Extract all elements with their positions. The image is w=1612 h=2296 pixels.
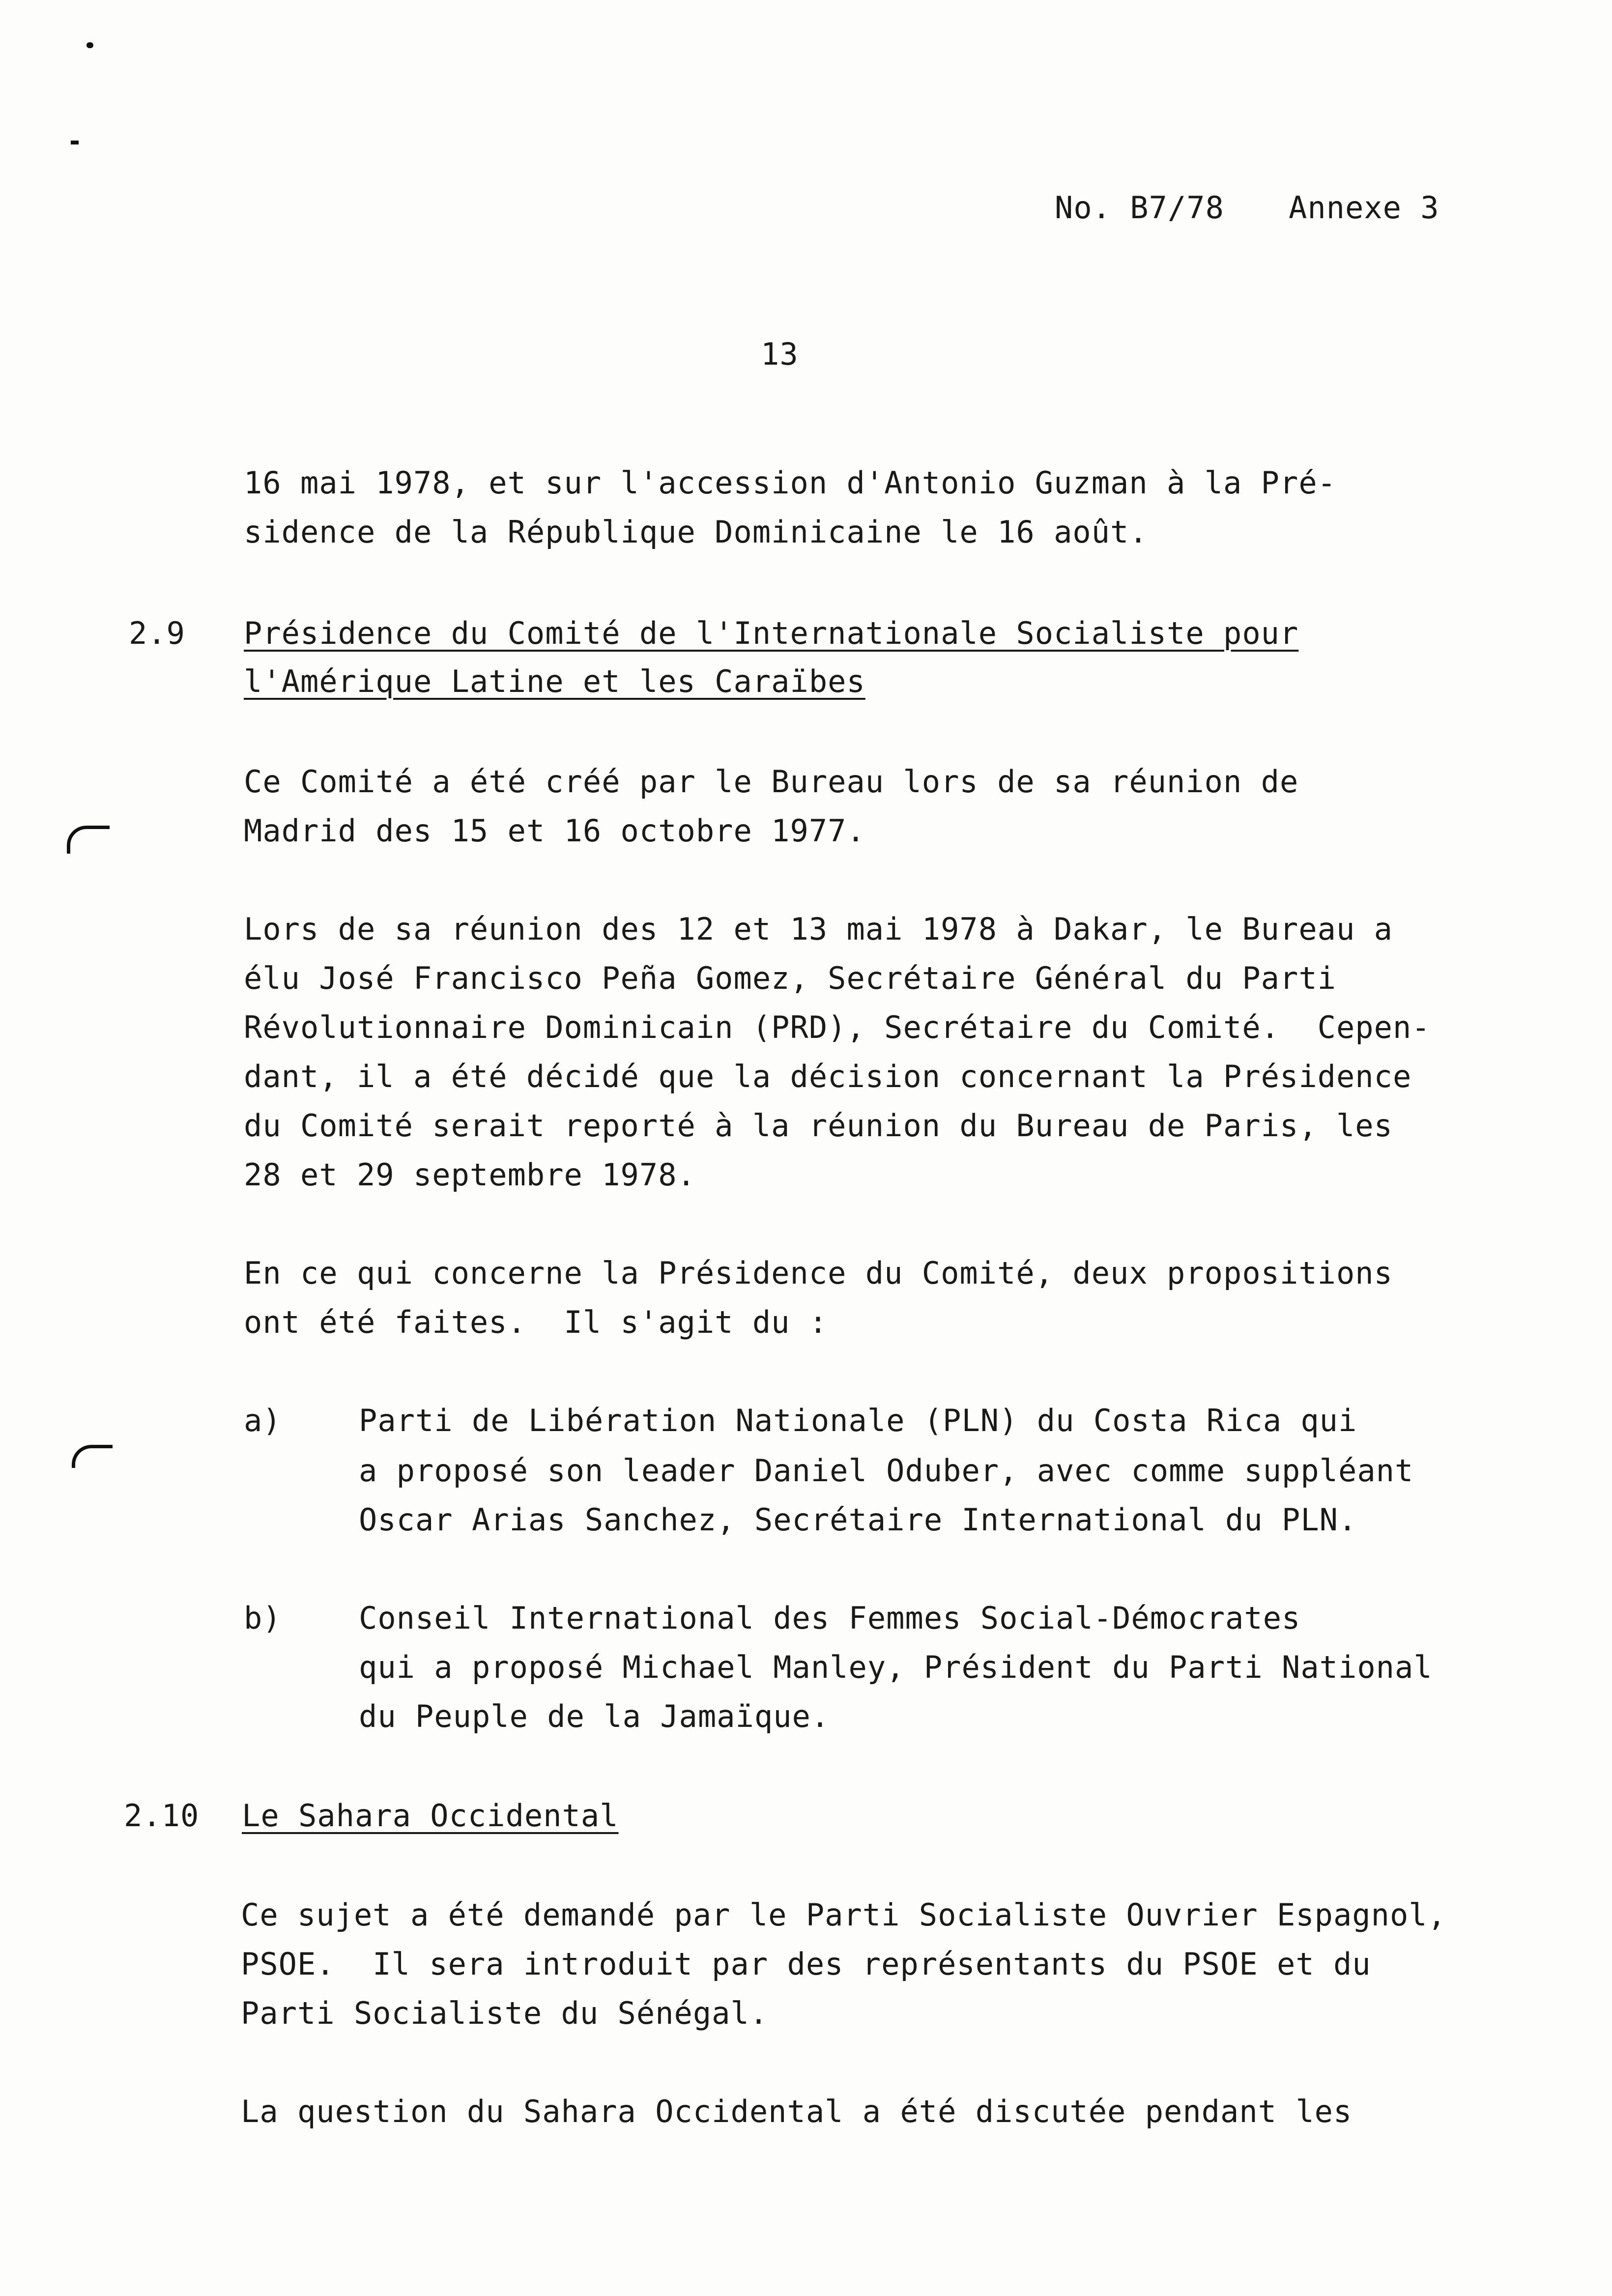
body-text-line: 16 mai 1978, et sur l'accession d'Antonio Guzman à la Pré- [244, 465, 1336, 501]
document-reference: No. B7/78 [1055, 190, 1224, 226]
section-title: Le Sahara Occidental [242, 1798, 619, 1834]
section-title: Présidence du Comité de l'Internationale Socialiste pour [244, 615, 1299, 651]
body-text-line: élu José Francisco Peña Gomez, Secrétaire Général du Parti [244, 960, 1336, 996]
body-text-line: Ce Comité a été créé par le Bureau lors de sa réunion de [244, 764, 1299, 800]
body-text-line: dant, il a été décidé que la décision concernant la Présidence [244, 1059, 1412, 1094]
body-text-line: En ce qui concerne la Présidence du Comité, deux propositions [244, 1255, 1393, 1291]
list-item-label: b) [244, 1600, 282, 1636]
body-text-line: Révolutionnaire Dominicain (PRD), Secrétaire du Comité. Cepen- [244, 1009, 1431, 1045]
body-text-line: Ce sujet a été demandé par le Parti Socialiste Ouvrier Espagnol, [241, 1897, 1446, 1933]
page-number: 13 [761, 336, 799, 372]
list-item-line: a proposé son leader Daniel Oduber, avec comme suppléant [359, 1453, 1414, 1489]
body-text-line: 28 et 29 septembre 1978. [244, 1157, 696, 1193]
body-text-line: La question du Sahara Occidental a été discutée pendant les [241, 2094, 1353, 2129]
body-text-line: du Comité serait reporté à la réunion du Bureau de Paris, les [244, 1108, 1393, 1144]
body-text-line: sidence de la République Dominicaine le 16 août. [244, 514, 1148, 550]
section-number: 2.10 [124, 1798, 200, 1834]
scan-dot [86, 42, 93, 48]
list-item-label: a) [244, 1403, 282, 1438]
body-text-line: Lors de sa réunion des 12 et 13 mai 1978 à Dakar, le Bureau a [244, 911, 1393, 947]
list-item-line: Parti de Libération Nationale (PLN) du Costa Rica qui [359, 1403, 1357, 1438]
body-text-line: ont été faites. Il s'agit du : [244, 1304, 828, 1340]
list-item-line: Conseil International des Femmes Social-Démocrates [359, 1600, 1301, 1636]
body-text-line: Madrid des 15 et 16 octobre 1977. [244, 813, 865, 849]
body-text-line: Parti Socialiste du Sénégal. [241, 1995, 769, 2031]
list-item-line: Oscar Arias Sanchez, Secrétaire International du PLN. [359, 1502, 1357, 1538]
annex-label: Annexe 3 [1289, 190, 1439, 226]
section-title: l'Amérique Latine et les Caraïbes [244, 663, 865, 699]
body-text-line: PSOE. Il sera introduit par des représentants du PSOE et du [241, 1946, 1371, 1982]
scan-dash [71, 141, 79, 144]
list-item-line: du Peuple de la Jamaïque. [359, 1698, 830, 1734]
section-number: 2.9 [129, 615, 185, 651]
list-item-line: qui a proposé Michael Manley, Président du Parti National [359, 1649, 1433, 1685]
punch-hole-mark [67, 826, 110, 854]
punch-hole-mark [72, 1445, 113, 1468]
